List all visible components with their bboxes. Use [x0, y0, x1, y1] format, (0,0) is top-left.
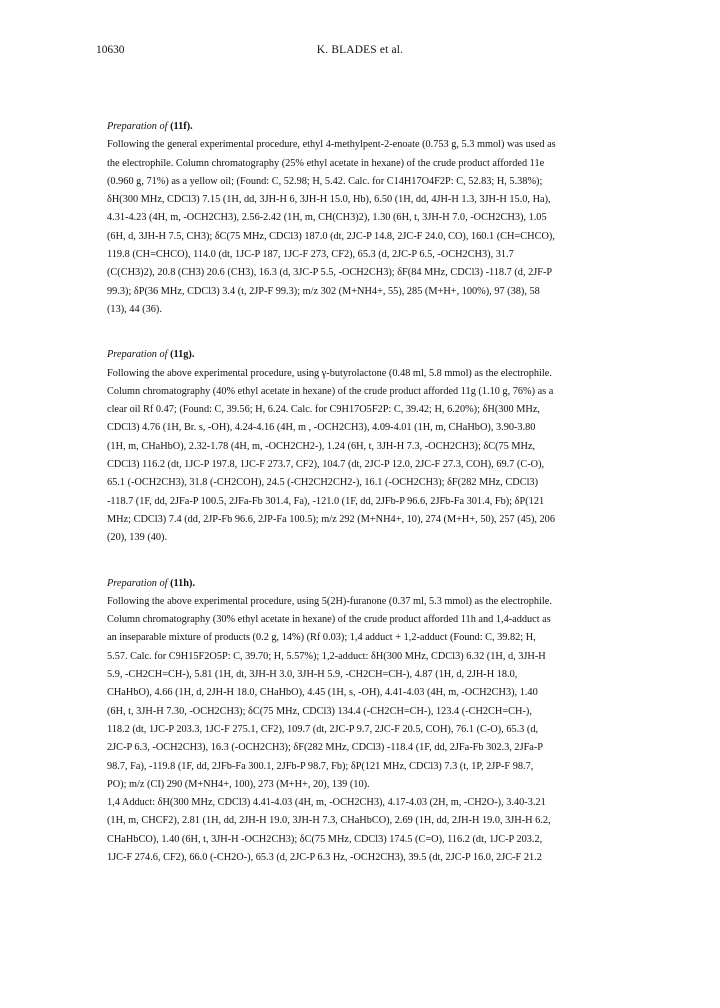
text-line: (6H, t, 3JH-H 7.30, -OCH2CH3); δC(75 MHz, CDCl3) 134.4 (-CH2CH=CH-), 123.4 (-CH2CH=CH-), [107, 705, 532, 717]
text-line: 4.31-4.23 (4H, m, -OCH2CH3), 2.56-2.42 (1H, m, CH(CH3)2), 1.30 (6H, t, 3JH-H 7.0, -OCH2CH3), 1.05 [107, 212, 547, 224]
text-line: Following the above experimental procedure, using γ-butyrolactone (0.48 ml, 5.8 mmol) as the electrophile. [107, 367, 552, 379]
text-line: 1,4 Adduct: δH(300 MHz, CDCl3) 4.41-4.03 (4H, m, -OCH2CH3), 4.17-4.03 (2H, m, -CH2O-), 3.40-3.21 [107, 797, 546, 809]
compound-label: (11g). [170, 349, 195, 361]
section-11g [107, 346, 627, 547]
text-line: 99.3); δP(36 MHz, CDCl3) 3.4 (t, 2JP-F 99.3); m/z 302 (M+NH4+, 55), 285 (M+H+, 100%), 97 (38), 58 [107, 285, 540, 297]
text-line: 98.7, Fa), -119.8 (1F, dd, 2JFb-Fa 300.1, 2JFb-P 98.7, Fb); δP(121 MHz, CDCl3) 7.3 (t, 1P, 2JP-F 98.7, [107, 760, 534, 772]
compound-label: (11h). [170, 577, 196, 589]
page-header [96, 44, 624, 60]
text-line: 1JC-F 274.6, CF2), 66.0 (-CH2O-), 65.3 (d, 2JC-P 6.3 Hz, -OCH2CH3), 39.5 (dt, 2JC-P 16.0, 2JC-F 21.2 [107, 851, 542, 863]
text-line: 5.9, -CH2CH=CH-), 5.81 (1H, dt, 3JH-H 3.0, 3JH-H 5.9, -CH2CH=CH-), 4.87 (1H, d, 2JH-H 18.0, [107, 669, 518, 681]
running-head: K. BLADES et al. [316, 44, 404, 56]
section-heading [107, 575, 627, 593]
page-number: 10630 [96, 44, 125, 56]
text-line: CHaHbCO), 1.40 (6H, t, 3JH-H -OCH2CH3); δC(75 MHz, CDCl3) 174.5 (C=O), 116.2 (dt, 1JC-P 203.2, [107, 833, 543, 845]
section-heading [107, 346, 627, 364]
compound-label: (11f). [170, 121, 193, 132]
text-line: (6H, d, 3JH-H 7.5, CH3); δC(75 MHz, CDCl3) 187.0 (dt, 2JC-P 14.8, 2JC-F 24.0, CO), 160.1 (CH=CHCO), [107, 230, 555, 242]
text-line: 5.57. Calc. for C9H15F2O5P: C, 39.70; H, 5.57%); 1,2-adduct: δH(300 MHz, CDCl3) 6.32 (1H, d, 3JH-H [107, 650, 546, 662]
text-line: clear oil Rf 0.47; (Found: C, 39.56; H, 6.24. Calc. for C9H17O5F2P: C, 39.42; H, 6.20%); δH(300 MHz, [107, 404, 541, 416]
section-heading-prefix: Preparation of [107, 577, 168, 589]
section-heading-prefix: Preparation of [107, 349, 168, 361]
text-line: CDCl3) 4.76 (1H, Br. s, -OH), 4.24-4.16 (4H, m , -OCH2CH3), 4.09-4.01 (1H, m, CHaHbO), 3.90-3.80 [107, 422, 536, 434]
text-line: (20), 139 (40). [107, 532, 168, 544]
section-heading-prefix: Preparation of [107, 121, 168, 132]
text-line: (C(CH3)2), 20.8 (CH3) 20.6 (CH3), 16.3 (d, 3JC-P 5.5, -OCH2CH3); δF(84 MHz, CDCl3) -118.7 (d, 2JF-P [107, 267, 553, 279]
text-line: (1H, m, CHCF2), 2.81 (1H, dd, 2JH-H 19.0, 3JH-H 7.3, CHaHbCO), 2.69 (1H, dd, 2JH-H 19.0, 3JH-H 6.2, [107, 815, 551, 827]
article-body [107, 118, 627, 867]
text-line: 65.1 (-OCH2CH3), 31.8 (-CH2COH), 24.5 (-CH2CH2CH2-), 16.1 (-OCH2CH3); δF(282 MHz, CDCl3) [107, 477, 539, 489]
text-line: Column chromatography (40% ethyl acetate in hexane) of the crude product afforded 11g (1.10 g, 76%) as a [107, 385, 554, 397]
text-line: an inseparable mixture of products (0.2 g, 14%) (Rf 0.03); 1,4 adduct + 1,2-adduct (Found: C, 39.82; H, [107, 632, 536, 644]
text-line: the electrophile. Column chromatography (25% ethyl acetate in hexane) of the crude product afforded 11e [107, 157, 545, 169]
section-spacer [107, 319, 627, 346]
text-line: 118.2 (dt, 1JC-P 203.3, 1JC-F 275.1, CF2), 109.7 (dt, 2JC-P 9.7, 2JC-F 20.5, COH), 76.1 (C-O), 65.3 (d, [107, 723, 539, 735]
text-line: Following the general experimental procedure, ethyl 4-methylpent-2-enoate (0.753 g, 5.3 mmol) was used as [107, 139, 556, 151]
section-11f [107, 118, 627, 319]
text-line: δH(300 MHz, CDCl3) 7.15 (1H, dd, 3JH-H 6, 3JH-H 15.0, Hb), 6.50 (1H, dd, 4JH-H 1.3, 3JH-H 15.0, Ha), [107, 194, 551, 206]
text-line: -118.7 (1F, dd, 2JFa-P 100.5, 2JFa-Fb 301.4, Fa), -121.0 (1F, dd, 2JFb-P 96.6, 2JFb-Fa 301.4, Fb); δP(121 [107, 495, 545, 507]
text-line: (1H, m, CHaHbO), 2.32-1.78 (4H, m, -OCH2CH2-), 1.24 (6H, t, 3JH-H 7.3, -OCH2CH3); δC(75 MHz, [107, 440, 536, 452]
section-spacer [107, 548, 627, 575]
section-11h [107, 575, 627, 868]
text-line: Column chromatography (30% ethyl acetate in hexane) of the crude product afforded 11h and 1,4-adduct as [107, 614, 551, 626]
text-line: 2JC-P 6.3, -OCH2CH3), 16.3 (-OCH2CH3); δF(282 MHz, CDCl3) -118.4 (1F, dd, 2JFa-Fb 302.3, 2JFa-P [107, 742, 544, 754]
section-heading [107, 118, 627, 136]
text-line: (0.960 g, 71%) as a yellow oil; (Found: C, 52.98; H, 5.42. Calc. for C14H17O4F2P: C, 52.83; H, 5.38%); [107, 175, 543, 187]
text-line: (13), 44 (36). [107, 303, 162, 315]
text-line: CDCl3) 116.2 (dt, 1JC-P 197.8, 1JC-F 273.7, CF2), 104.7 (dt, 2JC-P 12.0, 2JC-F 27.3, COH), 69.7 (C-O), [107, 459, 545, 471]
text-line: 119.8 (CH=CHCO), 114.0 (dt, 1JC-P 187, 1JC-F 273, CF2), 65.3 (d, 2JC-P 6.5, -OCH2CH3), 31.7 [107, 249, 514, 261]
text-line: PO); m/z (CI) 290 (M+NH4+, 100), 273 (M+H+, 20), 139 (10). [107, 778, 370, 790]
text-line: MHz; CDCl3) 7.4 (dd, 2JP-Fb 96.6, 2JP-Fa 100.5); m/z 292 (M+NH4+, 10), 274 (M+H+, 50), 257 (45), 206 [107, 513, 555, 525]
text-line: CHaHbO), 4.66 (1H, d, 2JH-H 18.0, CHaHbO), 4.45 (1H, s, -OH), 4.41-4.03 (4H, m, -OCH2CH3), 1.40 [107, 687, 538, 699]
text-line: Following the above experimental procedure, using 5(2H)-furanone (0.37 ml, 5.3 mmol) as the electrophile. [107, 595, 552, 607]
